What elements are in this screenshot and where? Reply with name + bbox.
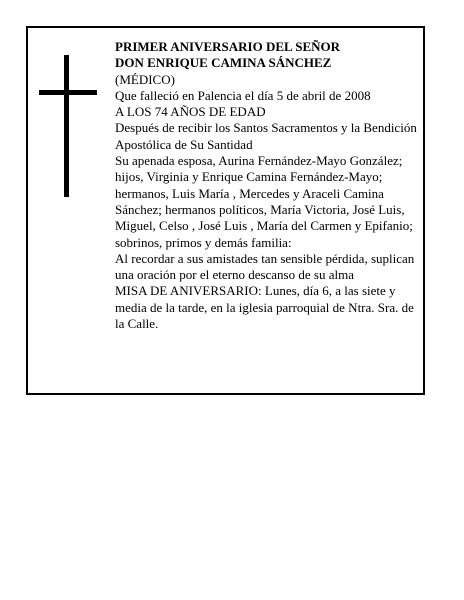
cross-horizontal-bar: [39, 90, 97, 95]
sacraments: Después de recibir los Santos Sacramentos y la Bendición Apostólica de Su Santidad: [115, 120, 417, 152]
request: Al recordar a sus amistades tan sensible pérdida, suplican una oración por el eterno descanso de su alma: [115, 250, 415, 283]
cross-vertical-bar: [64, 55, 69, 197]
cross-icon: [39, 55, 97, 197]
age: A LOS 74 AÑOS DE EDAD: [115, 104, 266, 120]
profession: (MÉDICO): [115, 71, 175, 87]
mass-info: MISA DE ANIVERSARIO: Lunes, día 6, a las siete y media de la tarde, en la iglesia parroquial de Ntra. Sra. de la Calle.: [115, 283, 414, 332]
notice-text: [115, 39, 421, 332]
obituary-notice: [26, 26, 425, 395]
death-info: Que falleció en Palencia el día 5 de abril de 2008: [115, 87, 371, 103]
heading-line-1: PRIMER ANIVERSARIO DEL SEÑOR: [115, 39, 341, 54]
family: Su apenada esposa, Aurina Fernández-Mayo González; hijos, Virginia y Enrique Camina Fernández-Mayo; hermanos, Luis María , Mercedes y Araceli Camina Sánchez; hermanos políticos, María Victoria, José Luis, Miguel, Celso , José Luis , María del Carmen y Epifanio; sobrinos, primos y demás familia:: [115, 153, 413, 250]
heading-line-2: DON ENRIQUE CAMINA SÁNCHEZ: [115, 55, 332, 71]
